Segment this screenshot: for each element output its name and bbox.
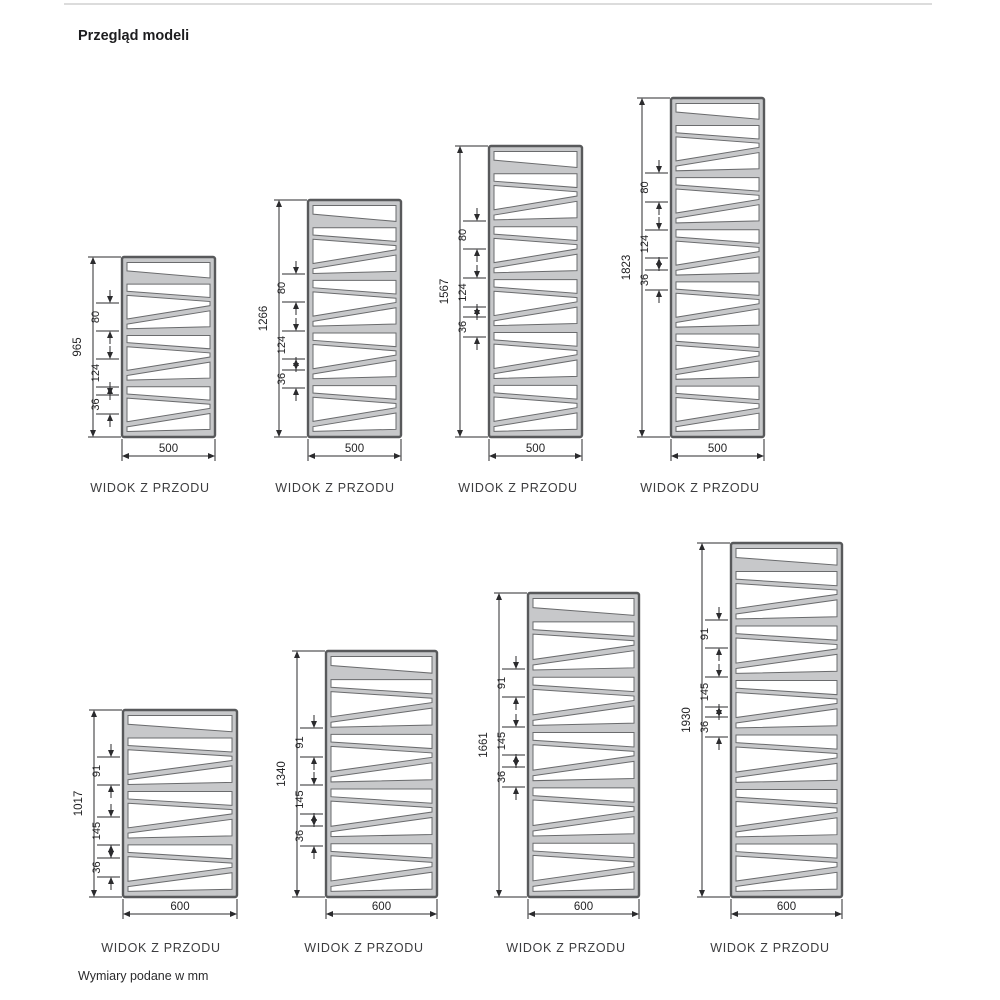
dimension-value: 91: [294, 736, 306, 749]
dimension-value: 1017: [73, 790, 85, 817]
dimension-arrow: [731, 911, 738, 917]
dimension-arrow: [108, 750, 114, 757]
dimension-arrow: [293, 302, 299, 309]
inner-dimension: [699, 664, 728, 720]
inner-dimension: [639, 160, 668, 215]
dimension-arrow: [293, 388, 299, 395]
dimension-arrow: [513, 787, 519, 794]
inner-dimension: [457, 265, 486, 320]
dimension-arrow: [656, 166, 662, 173]
inner-dimension: [91, 804, 120, 858]
dimension-value: 500: [707, 443, 728, 455]
radiator-figure: [478, 593, 639, 955]
dimension-value: 124: [457, 283, 469, 302]
dimension-value: 600: [776, 901, 797, 913]
dimension-arrow: [639, 430, 645, 437]
inner-dimension: [90, 290, 119, 344]
width-dimension: [308, 439, 401, 461]
dimension-value: 1930: [681, 707, 693, 733]
dimension-arrow: [656, 263, 662, 270]
dimension-value: 145: [496, 731, 508, 751]
inner-dimension: [457, 208, 486, 262]
dimension-arrow: [528, 911, 535, 917]
inner-dimension: [276, 357, 305, 401]
dimension-arrow: [91, 890, 97, 897]
dimension-arrow: [294, 890, 300, 897]
dimension-arrow: [108, 810, 114, 817]
width-dimension: [528, 899, 639, 919]
dimension-arrow: [230, 911, 237, 917]
dimension-value: 600: [170, 901, 190, 913]
dimension-value: 124: [276, 335, 288, 355]
dimension-arrow: [474, 271, 480, 278]
dimension-arrow: [90, 257, 96, 264]
dimension-arrow: [276, 430, 282, 437]
dimension-value: 36: [276, 372, 288, 386]
inner-dimension: [294, 813, 323, 859]
units-note: Wymiary podane w mm: [78, 969, 209, 983]
inner-dimension: [699, 704, 728, 750]
inner-dimension: [294, 772, 323, 827]
dimension-value: 124: [639, 234, 651, 254]
dimension-arrow: [123, 911, 130, 917]
dimension-arrow: [394, 453, 401, 459]
height-dimension: [681, 543, 730, 897]
inner-dimension: [90, 382, 119, 427]
dimension-value: 145: [91, 821, 103, 841]
dimension-arrow: [513, 662, 519, 669]
dimension-value: 36: [699, 720, 711, 734]
height-dimension: [258, 200, 307, 437]
dimension-value: 80: [276, 281, 288, 295]
inner-dimension: [91, 845, 120, 890]
dimension-arrow: [474, 249, 480, 256]
dimension-arrow: [311, 757, 317, 764]
dimension-arrow: [122, 453, 129, 459]
dimension-value: 1661: [478, 732, 490, 758]
dimension-value: 80: [639, 181, 651, 194]
view-label: WIDOK Z PRZODU: [275, 481, 395, 495]
width-dimension: [326, 899, 437, 919]
view-label: WIDOK Z PRZODU: [101, 941, 221, 955]
dimension-arrow: [457, 146, 463, 153]
height-dimension: [276, 651, 325, 897]
inner-dimension: [496, 656, 525, 710]
radiator-figure: [72, 257, 215, 495]
dimension-value: 1823: [621, 254, 633, 281]
inner-dimension: [639, 257, 668, 303]
dimension-value: 1266: [258, 305, 270, 332]
dimension-arrow: [699, 543, 705, 550]
dimension-arrow: [716, 737, 722, 744]
dimension-arrow: [107, 296, 113, 303]
dimension-arrow: [108, 851, 114, 858]
dimension-arrow: [91, 710, 97, 717]
dimension-value: 91: [496, 676, 508, 690]
dimension-value: 500: [344, 443, 365, 455]
dimension-value: 80: [90, 310, 102, 324]
dimension-arrow: [311, 721, 317, 728]
inner-dimension: [496, 754, 525, 800]
width-dimension: [731, 899, 842, 919]
dimension-arrow: [656, 202, 662, 209]
inner-dimension: [90, 346, 119, 400]
dimension-arrow: [496, 593, 502, 600]
dimension-arrow: [513, 720, 519, 727]
height-dimension: [621, 98, 670, 437]
view-label: WIDOK Z PRZODU: [640, 481, 760, 495]
dimension-value: 91: [699, 627, 711, 641]
dimension-arrow: [107, 331, 113, 338]
dimension-value: 36: [639, 273, 651, 287]
dimension-arrow: [457, 430, 463, 437]
dimension-arrow: [474, 337, 480, 344]
dimension-arrow: [311, 846, 317, 853]
radiator-figure: [681, 543, 842, 955]
dimension-value: 36: [90, 398, 102, 411]
dimension-arrow: [757, 453, 764, 459]
dimension-arrow: [716, 613, 722, 620]
dimension-arrow: [575, 453, 582, 459]
dimension-arrow: [716, 670, 722, 677]
inner-dimension: [276, 261, 305, 315]
dimension-arrow: [293, 363, 299, 370]
inner-dimension: [496, 714, 525, 768]
dimension-value: 91: [91, 764, 103, 778]
dimension-arrow: [294, 651, 300, 658]
dimension-arrow: [90, 430, 96, 437]
inner-dimension: [457, 304, 486, 350]
width-dimension: [123, 899, 237, 919]
radiator-figure: [439, 146, 582, 495]
dimension-arrow: [835, 911, 842, 917]
dimension-value: 965: [72, 337, 84, 357]
dimension-arrow: [513, 760, 519, 767]
radiator-figure: [73, 710, 237, 955]
dimension-arrow: [496, 890, 502, 897]
inner-dimension: [294, 715, 323, 770]
width-dimension: [122, 439, 215, 461]
dimension-value: 80: [457, 228, 469, 242]
dimension-arrow: [671, 453, 678, 459]
dimension-arrow: [108, 785, 114, 792]
radiator-figure: [258, 200, 401, 495]
dimension-value: 600: [371, 901, 392, 913]
dimension-arrow: [311, 819, 317, 826]
dimension-arrow: [513, 697, 519, 704]
dimension-value: 1567: [439, 278, 451, 305]
inner-dimension: [639, 217, 668, 271]
dimension-value: 500: [158, 443, 179, 455]
dimension-value: 600: [573, 901, 594, 913]
dimension-arrow: [632, 911, 639, 917]
dimension-arrow: [208, 453, 215, 459]
view-label: WIDOK Z PRZODU: [458, 481, 578, 495]
width-dimension: [489, 439, 582, 461]
view-label: WIDOK Z PRZODU: [506, 941, 626, 955]
dimension-arrow: [311, 778, 317, 785]
dimension-arrow: [308, 453, 315, 459]
dimension-arrow: [699, 890, 705, 897]
dimension-value: 36: [294, 829, 306, 843]
dimension-value: 124: [90, 363, 102, 383]
dimension-arrow: [716, 648, 722, 655]
inner-dimension: [276, 318, 305, 372]
inner-dimension: [91, 744, 120, 798]
dimension-value: 145: [294, 790, 306, 809]
dimension-arrow: [656, 290, 662, 297]
view-label: WIDOK Z PRZODU: [304, 941, 424, 955]
dimension-value: 36: [91, 861, 103, 874]
dimension-arrow: [276, 200, 282, 207]
view-label: WIDOK Z PRZODU: [90, 481, 210, 495]
dimension-arrow: [108, 877, 114, 884]
dimension-arrow: [430, 911, 437, 917]
dimension-value: 500: [525, 443, 546, 455]
radiator-figure: [276, 651, 437, 955]
dimension-arrow: [107, 352, 113, 359]
dimension-arrow: [107, 414, 113, 421]
dimension-arrow: [293, 324, 299, 331]
dimension-arrow: [474, 214, 480, 221]
dimension-arrow: [639, 98, 645, 105]
view-label: WIDOK Z PRZODU: [710, 941, 830, 955]
width-dimension: [671, 439, 764, 461]
dimension-arrow: [293, 267, 299, 274]
dimension-value: 145: [699, 682, 711, 702]
inner-dimension: [699, 607, 728, 661]
dimension-value: 36: [457, 320, 469, 334]
dimension-arrow: [656, 223, 662, 230]
dimension-arrow: [489, 453, 496, 459]
radiator-figure: [621, 98, 764, 495]
dimension-value: 1340: [276, 761, 288, 787]
dimension-arrow: [326, 911, 333, 917]
page-title: Przegląd modeli: [78, 28, 190, 44]
dimension-value: 36: [496, 770, 508, 784]
